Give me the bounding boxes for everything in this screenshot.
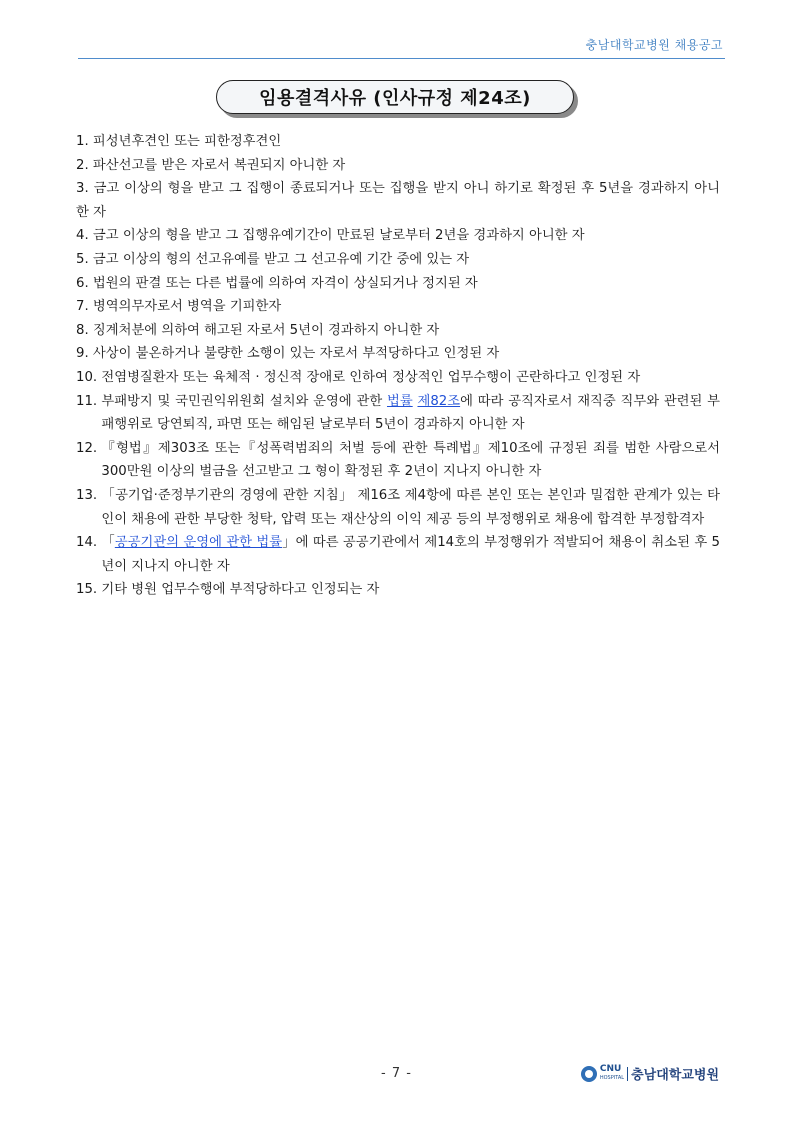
- item-text: 금고 이상의 형을 받고 그 집행이 종료되거나 또는 집행을 받지 아니 하기로 확정된 후 5년을 경과하지 아니한 자: [76, 181, 720, 220]
- item-text: 피성년후견인 또는 피한정후견인: [92, 134, 282, 149]
- list-item: [76, 484, 720, 531]
- item-number: 7.: [76, 299, 93, 315]
- page-number: - 7 -: [381, 1066, 412, 1081]
- item-number: 12.: [76, 440, 102, 456]
- item-text: 「공기업·준정부기관의 경영에 관한 지침」 제16조 제4항에 따른 본인 또는 본인과 밀접한 관계가 있는 타인이 채용에 관한 부당한 청탁, 압력 또는 재산상의 이익 제공 등의 부정행위로 채용에 합격한 부정합격자: [101, 487, 720, 527]
- list-item: [76, 437, 720, 484]
- logo-korean: 충남대학교병원: [631, 1068, 719, 1083]
- list-item: [76, 366, 720, 390]
- header-divider: [78, 58, 725, 59]
- item-number: 9.: [76, 346, 93, 362]
- logo-emblem-icon: [581, 1066, 597, 1082]
- list-item: [76, 272, 720, 296]
- item-text: 기타 병원 업무수행에 부적당하다고 인정되는 자: [101, 582, 380, 598]
- logo-english-sub: HOSPITAL: [599, 1074, 625, 1081]
- item-text: 징계처분에 의하여 해고된 자로서 5년이 경과하지 아니한 자: [92, 322, 440, 338]
- item-text: 파산선고를 받은 자로서 복권되지 아니한 자: [92, 157, 346, 173]
- header-title: 충남대학교병원 채용공고: [585, 38, 723, 52]
- disqualification-list: [76, 130, 720, 602]
- list-item: [76, 130, 720, 154]
- item-number: 6.: [76, 275, 93, 291]
- logo-divider: [627, 1067, 628, 1081]
- list-item: [76, 342, 720, 366]
- item-number: 13.: [76, 487, 102, 503]
- item-text: 병역의무자로서 병역을 기피한자: [92, 299, 282, 315]
- item-number: 14.: [76, 535, 102, 551]
- item-text: 금고 이상의 형의 선고유예를 받고 그 선고유예 기간 중에 있는 자: [92, 251, 470, 267]
- logo-english: [600, 1065, 624, 1083]
- list-item: [76, 248, 720, 272]
- item-number: 5.: [76, 251, 93, 267]
- item-number: 3.: [76, 181, 94, 197]
- item-text-part: 」에 따른 공공기관에서 제14호의 부정행위가 적발되어 채용이 취소된 후 5년이 지나지 아니한 자: [101, 535, 721, 574]
- item-text: 전염병질환자 또는 육체적 · 정신적 장애로 인하여 정상적인 업무수행이 곤란하다고 인정된 자: [101, 369, 641, 385]
- section-title-box: [216, 80, 574, 114]
- item-text: 법원의 판결 또는 다른 법률에 의하여 자격이 상실되거나 정지된 자: [92, 275, 478, 291]
- list-item: [76, 531, 720, 578]
- item-number: 4.: [76, 228, 93, 244]
- item-text: [101, 531, 720, 578]
- item-number: 8.: [76, 322, 93, 338]
- list-item: [76, 177, 720, 224]
- section-title: 임용결격사유 (인사규정 제24조): [259, 88, 531, 109]
- public-institution-law-link[interactable]: 공공기관의 운영에 관한 법률: [114, 535, 283, 551]
- item-text-part: 에 따라 공직자로서 재직중 직무와 관련된 부패행위로 당연퇴직, 파면 또는 해임된 날로부터 5년이 경과하지 아니한 자: [101, 393, 720, 433]
- list-item: [76, 295, 720, 319]
- law-link[interactable]: 법률: [386, 393, 413, 409]
- item-number: 11.: [76, 393, 102, 409]
- logo-english-main: CNU: [599, 1063, 622, 1074]
- list-item: [76, 154, 720, 178]
- list-item: [76, 578, 720, 602]
- item-number: 15.: [76, 582, 102, 598]
- item-number: 1.: [76, 134, 93, 149]
- list-item: [76, 224, 720, 248]
- list-item: [76, 319, 720, 343]
- item-text: 『형법』제303조 또는『성폭력범죄의 처벌 등에 관한 특례법』제10조에 규정된 죄를 범한 사람으로서 300만원 이상의 벌금을 선고받고 그 형이 확정된 후 2년이 지나지 아니한 자: [101, 440, 720, 480]
- item-number: 10.: [76, 369, 102, 385]
- hospital-logo: [581, 1064, 719, 1083]
- article-link[interactable]: 제82조: [417, 393, 461, 409]
- item-text-part: 부패방지 및 국민권익위원회 설치와 운영에 관한: [101, 393, 387, 409]
- item-text: 금고 이상의 형을 받고 그 집행유예기간이 만료된 날로부터 2년을 경과하지 아니한 자: [92, 228, 585, 244]
- item-text-part: 「: [101, 535, 115, 551]
- item-text: [101, 390, 720, 437]
- item-text: 사상이 불온하거나 불량한 소행이 있는 자로서 부적당하다고 인정된 자: [92, 346, 500, 362]
- item-number: 2.: [76, 157, 93, 173]
- list-item: [76, 390, 720, 437]
